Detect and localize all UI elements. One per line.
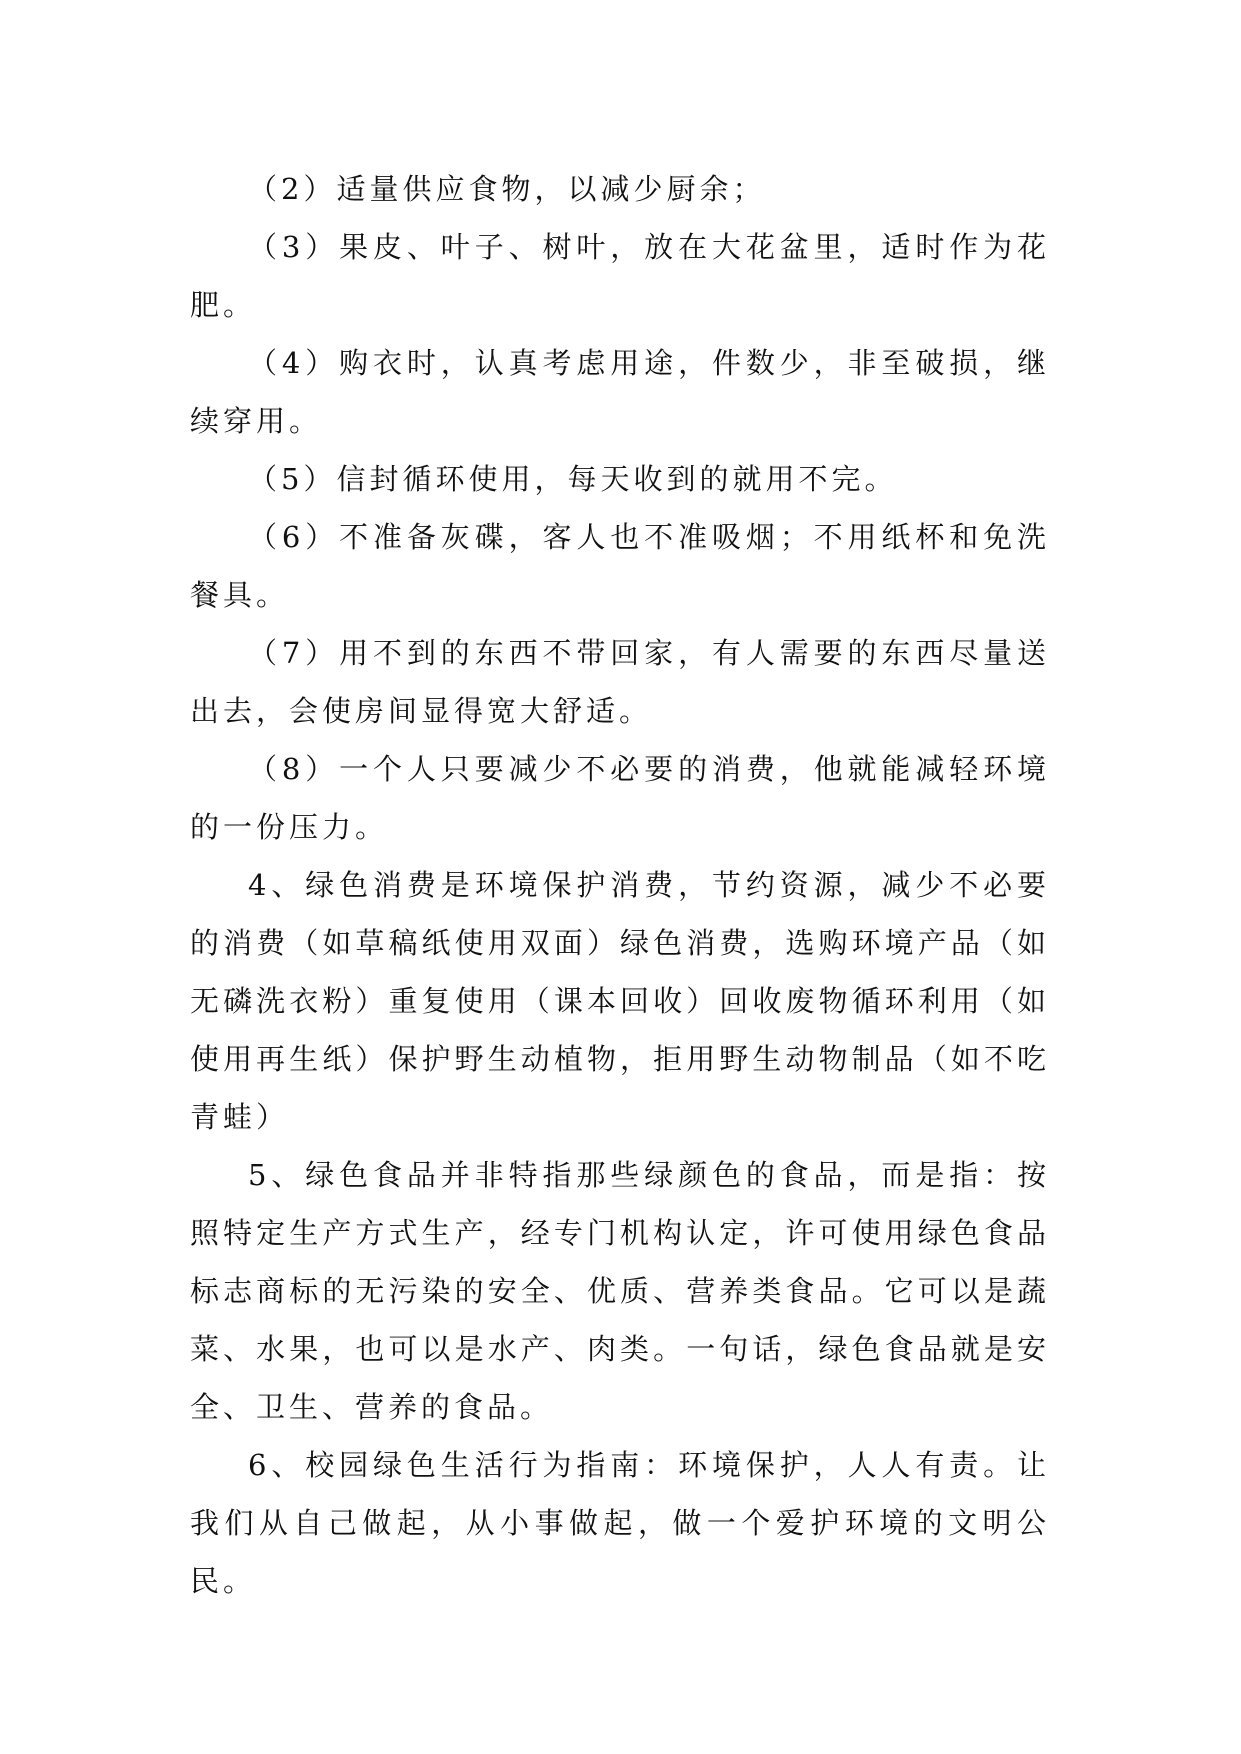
- paragraph-campus-guide: 6、校园绿色生活行为指南：环境保护，人人有责。让我们从自己做起，从小事做起，做一个爱护环境的文明公民。: [190, 1448, 1050, 1598]
- paragraph-item-2: （2）适量供应食物，以减少厨余；: [248, 172, 766, 206]
- paragraph-item-4: （4）购衣时，认真考虑用途，件数少，非至破损，继续穿用。: [190, 346, 1050, 438]
- paragraph-item-7: （7）用不到的东西不带回家，有人需要的东西尽量送出去，会使房间显得宽大舒适。: [190, 636, 1050, 728]
- paragraph-green-consumption: 4、绿色消费是环境保护消费，节约资源，减少不必要的消费（如草稿纸使用双面）绿色消费，选购环境产品（如无磷洗衣粉）重复使用（课本回收）回收废物循环利用（如使用再生纸）保护野生动植物，拒用野生动物制品（如不吃青蛙）: [190, 868, 1050, 1134]
- paragraph-item-5: （5）信封循环使用，每天收到的就用不完。: [248, 462, 898, 496]
- paragraph-green-food: 5、绿色食品并非特指那些绿颜色的食品，而是指：按照特定生产方式生产，经专门机构认定，许可使用绿色食品标志商标的无污染的安全、优质、营养类食品。它可以是蔬菜、水果，也可以是水产、肉类。一句话，绿色食品就是安全、卫生、营养的食品。: [190, 1158, 1050, 1424]
- paragraph-item-3: （3）果皮、叶子、树叶，放在大花盆里，适时作为花肥。: [190, 230, 1050, 322]
- document-body: [190, 160, 1050, 1610]
- paragraph-item-8: （8）一个人只要减少不必要的消费，他就能减轻环境的一份压力。: [190, 752, 1050, 844]
- paragraph-item-6: （6）不准备灰碟，客人也不准吸烟；不用纸杯和免洗餐具。: [190, 520, 1050, 612]
